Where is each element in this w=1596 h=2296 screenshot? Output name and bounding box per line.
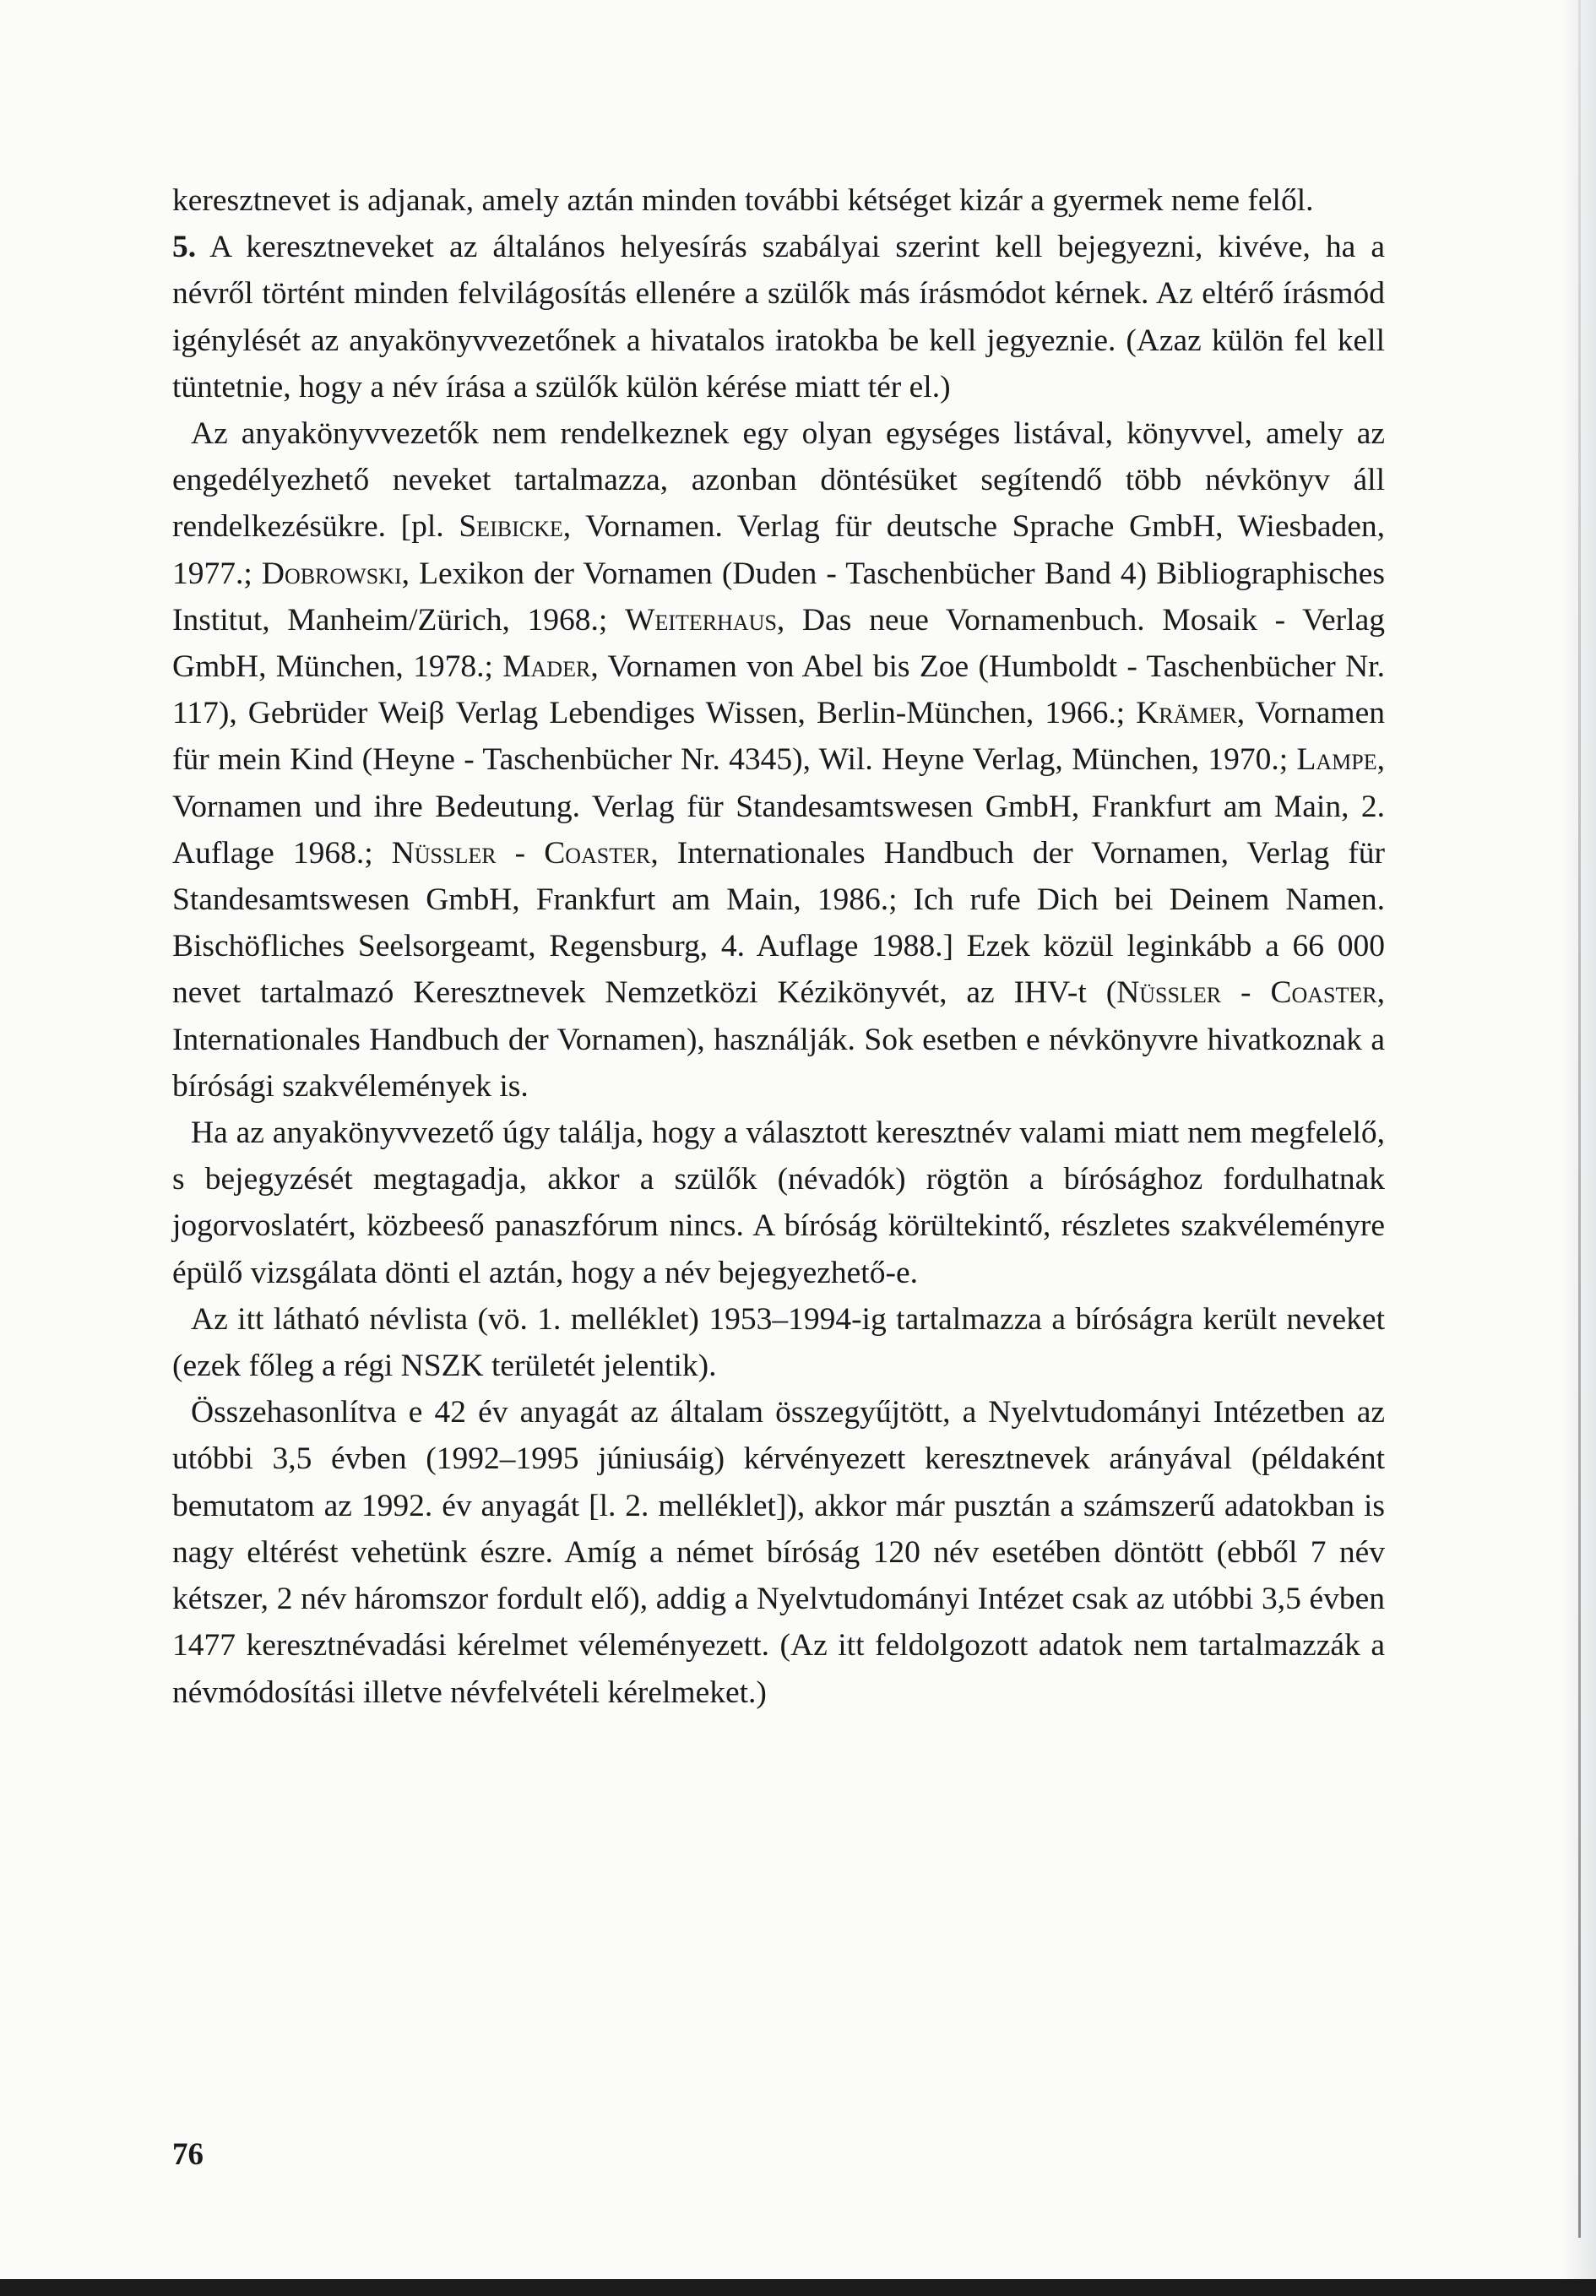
author-kramer: Krämer: [1136, 696, 1237, 731]
p3-text-9: , Internationales Handbuch der Vornamen), használják. Sok esetben e névkönyvre hivatkoznak a bírósági szakvélemények is.: [172, 975, 1385, 1104]
author-mader: Mader: [502, 649, 591, 685]
paragraph-2-text: A keresztneveket az általános helyesírás szabályai szerint kell bejegyezni, kivéve, ha a névről történt minden felvilágosítás ellenére a szülők más írásmódot kérnek. Az eltérő írásmód igénylését az anyakönyvvezetőnek a hivatalos iratokba be kell jegyeznie. (Azaz külön fel kell tüntetnie, hogy a név írása a szülők külön kérése miatt tér el.): [172, 230, 1385, 404]
author-lampe: Lampe: [1296, 742, 1377, 778]
body-text: [172, 177, 1385, 1716]
paragraph-2: [172, 224, 1385, 410]
author-seibicke: Seibicke: [459, 509, 563, 545]
author-nussler-coaster-2: Nüssler - Coaster: [1116, 975, 1377, 1011]
scan-bottom-border: [0, 2279, 1596, 2296]
p3-text-1: Az anyakönyvvezetők nem rendelkeznek egy olyan egységes listával, könyvvel, amely az engedélyezhető neveket tartalmazza, azonban döntésüket segítendő több névkönyv áll rendelkezésükre. [pl.: [172, 416, 1385, 545]
p3-text-6: , Vornamen für mein Kind (Heyne - Taschenbücher Nr. 4345), Wil. Heyne Verlag, München, 1970.;: [172, 696, 1385, 778]
p3-text-2: , Vornamen. Verlag für deutsche Sprache GmbH, Wiesbaden, 1977.;: [172, 509, 1385, 591]
author-weiterhaus: Weiterhaus: [625, 602, 777, 638]
paragraph-5: Az itt látható névlista (vö. 1. melléklet) 1953–1994-ig tartalmazza a bíróságra került neveket (ezek főleg a régi NSZK területét jelentik).: [172, 1301, 1385, 1384]
p3-text-7: , Vornamen und ihre Bedeutung. Verlag für Standesamtswesen GmbH, Frankfurt am Main, 2. Auflage 1968.;: [172, 742, 1385, 871]
p3-text-3: , Lexikon der Vornamen (Duden - Taschenbücher Band 4) Bibliographisches Institut, Manheim/Zürich, 1968.;: [172, 556, 1385, 638]
item-number: 5.: [172, 230, 197, 265]
author-nussler-coaster: Nüssler - Coaster: [391, 835, 651, 871]
page-number: 76: [172, 2137, 204, 2172]
paragraph-3: [172, 410, 1385, 1110]
paragraph-1: keresztnevet is adjanak, amely aztán minden további kétséget kizár a gyermek neme felől.: [172, 183, 1314, 218]
author-dobrowski: Dobrowski: [261, 556, 402, 591]
p3-text-4: , Das neue Vornamenbuch. Mosaik - Verlag GmbH, München, 1978.;: [172, 602, 1385, 685]
page-edge-line: [1578, 0, 1581, 2238]
p3-text-5: , Vornamen von Abel bis Zoe (Humboldt - Taschenbücher Nr. 117), Gebrüder Weiβ Verlag Lebendiges Wissen, Berlin-München, 1966.;: [172, 649, 1385, 731]
paragraph-6: Összehasonlítva e 42 év anyagát az általam összegyűjtött, a Nyelvtudományi Intézetben az utóbbi 3,5 évben (1992–1995 júniusáig) kérvényezett keresztnevek arányával (példaként bemutatom az 1992. év anyagát [l. 2. melléklet]), akkor már pusztán a számszerű adatokban is nagy eltérést vehetünk észre. Amíg a német bíróság 120 név esetében döntött (ebből 7 név kétszer, 2 név háromszor fordult elő), addig a Nyelvtudományi Intézet csak az utóbbi 3,5 évben 1477 keresztnévadási kérelmet véleményezett. (Az itt feldolgozott adatok nem tartalmazzák a névmódosítási illetve névfelvételi kérelmeket.): [172, 1395, 1385, 1710]
paragraph-4: Ha az anyakönyvvezető úgy találja, hogy a választott keresztnév valami miatt nem megfelelő, s bejegyzését megtagadja, akkor a szülők (névadók) rögtön a bírósághoz fordulhatnak jogorvoslatért, közbeeső panaszfórum nincs. A bíróság körültekintő, részletes szakvéleményre épülő vizsgálata dönti el aztán, hogy a név bejegyezhető-e.: [172, 1115, 1385, 1290]
p3-text-8: , Internationales Handbuch der Vornamen, Verlag für Standesamtswesen GmbH, Frankfurt am Main, 1986.; Ich rufe Dich bei Deinem Namen. Bischöfliches Seelsorgeamt, Regensburg, 4. Auflage 1988.] Ezek közül leginkább a 66 000 nevet tartalmazó Keresztnevek Nemzetközi Kézikönyvét, az IHV-t (: [172, 835, 1385, 1011]
